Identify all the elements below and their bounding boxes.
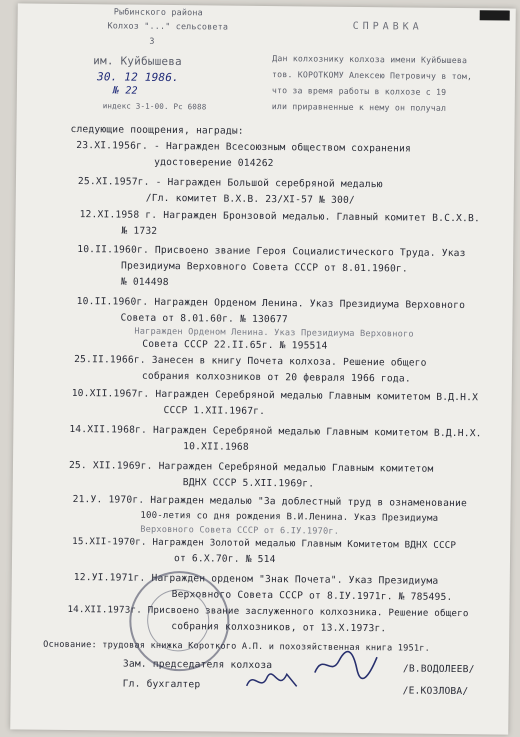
entry-line: СССР 1.XII.1967г. (163, 404, 266, 418)
entry-line: 25. XII.1969г. Награжден Серебряной медалью Главным комитетом (68, 459, 434, 475)
entry-line: 21.У. 1970г. Награжден медалью "За доблестный труд в ознаменование (72, 494, 468, 510)
entry-line: 14.XII.1973г. Присвоено звание заслуженного колхозника. Решение общего (67, 603, 469, 620)
entry-line: ВДНХ СССР 5.XII.1969г. (182, 477, 315, 490)
entry-line-overtyped: Награжден Орденом Ленина. Указ Президиума Верховного (134, 326, 414, 340)
signature-chairman (311, 647, 381, 682)
entry-line: 12.XI.1958 г. Награжден Бронзовой медалью. Главный комитет В.С.Х.В. (79, 209, 481, 225)
document-title: СПРАВКА (352, 20, 423, 33)
signature-accountant (243, 666, 303, 697)
header-left-line2: Колхоз "..." сельсовета (107, 20, 229, 32)
entry-line: № 014498 (120, 276, 169, 289)
entry-line: № 1732 (121, 225, 158, 237)
header-left-index: индекс 3-1-00. Рс 6088 (102, 101, 207, 112)
footer-name-accountant: /Е.КОЗЛОВА/ (402, 685, 469, 698)
entry-line: 10.XII.1968 (183, 441, 249, 453)
entry-line: Президиума Верховного Совета СССР от 8.01.1960г. (121, 260, 408, 275)
footer-chief-accountant: Гл. бухгалтер (122, 678, 201, 691)
header-left-number: № 22 (112, 85, 138, 97)
entry-line: Верховного Совета СССР от 6.IУ.1970г. (140, 524, 340, 537)
header-right-line2: тов. КОРОТКОМУ Алексею Петровичу в том, (272, 69, 473, 82)
header-right-line4: или приравненные к нему он получал (271, 101, 447, 113)
dark-tape-mark (480, 10, 510, 20)
entry-line: Верховного Совета СССР от 8.IУ.1971г. № 785495. (171, 589, 453, 603)
entry-line: собрания колхозников от 20 февраля 1966 года. (141, 370, 411, 385)
header-left-line1: Рыбинского района (113, 6, 203, 18)
entry-line: Совета от 8.01.60г. № 130677 (120, 312, 288, 326)
entry-line: 10.II.1960г. Награжден Орденом Ленина. Указ Президиума Верховного (76, 296, 466, 312)
entry-line: 14.XII.1968г. Награжден Серебряной медалью Главным комитетом В.Д.Н.Х. (69, 423, 482, 440)
entry-line: /Гл. комитет В.Х.В. 23/XI-57 № 300/ (145, 192, 355, 206)
entry-line: 25.XI.1957г. - Награжден Большой серебряной медалью (77, 176, 383, 191)
header-left-date: 30. 12 1986. (96, 70, 179, 85)
footer-name-chairman: /В.ВОДОЛЕЕВ/ (402, 663, 475, 676)
header-right-line1: Дан колхознику колхоза имени Куйбышева (272, 53, 468, 66)
entry-line: 15.XII-1970г. Награжден Золотой медалью Главным Комитетом ВДНХ СССР (72, 536, 457, 552)
entry-line: 10.II.1960г. Присвоено звание Героя Социалистического Труда. Указ (77, 244, 466, 260)
entry-line: 10.XII.1967г. Награжден Серебряной медалью Главным комитетом В.Д.Н.Х (71, 387, 479, 404)
header-right-line3: что за время работы в колхозе с 19 (271, 85, 447, 97)
entry-line: 12.УI.1971г. Награжден орденом "Знак Почета". Указ Президиума (73, 572, 439, 587)
footer-deputy-chairman: Зам. председателя колхоза (122, 658, 273, 672)
entry-line: 23.XI.1956г. - Награжден Всесоюзным обществом сохранения (76, 140, 412, 155)
entry-line: 100-летия со дня рождения В.И.Ленина. Указ Президиума (140, 510, 439, 524)
footer-basis: Основание: трудовая книжка Короткого А.П. и похозяйственная книга 1951г. (43, 639, 431, 654)
entry-line: собрания колхозников, от 13.X.1973г. (171, 621, 387, 635)
document-sheet (10, 3, 516, 734)
entry-line: 25.II.1966г. Занесен в книгу Почета колхоза. Решение общего (74, 354, 427, 369)
header-left-line3: 3 (149, 35, 155, 46)
entry-line: Совета СССР 22.II.65г. № 195514 (142, 338, 328, 352)
header-left-line4: им. Куйбышева (93, 54, 182, 69)
entry-line: удостоверение 014262 (154, 156, 274, 170)
entry-line: от 6.X.70г. № 514 (173, 553, 276, 566)
entry-line: следующие поощрения, награды: (70, 123, 244, 137)
